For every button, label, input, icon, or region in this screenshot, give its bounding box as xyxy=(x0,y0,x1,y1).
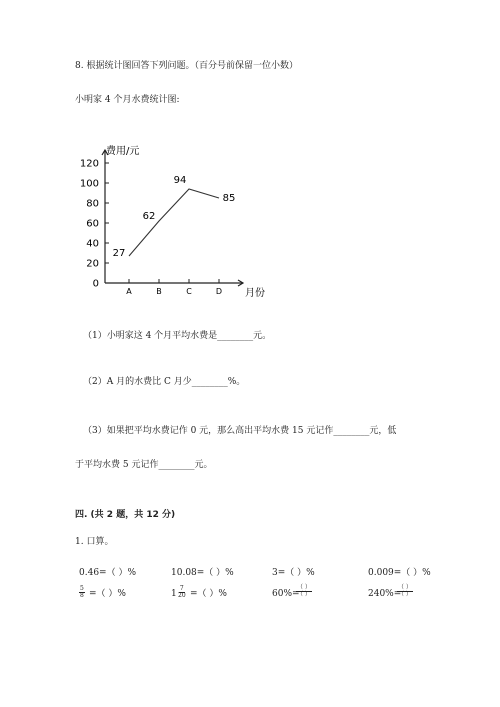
fraction-blank-numerator: （ ） xyxy=(297,584,311,591)
y-tick-label: 0 xyxy=(92,278,99,290)
x-tick-label: B xyxy=(156,287,162,296)
calc-10-08: 10.08=（ ）% xyxy=(171,568,234,578)
fraction-blank-denominator: （ ） xyxy=(297,591,311,598)
y-axis-label: 费用/元 xyxy=(106,146,140,157)
x-axis-label: 月份 xyxy=(245,288,265,299)
fraction-blank-numerator: （ ） xyxy=(398,584,412,591)
y-tick-label: 80 xyxy=(86,198,99,210)
y-tick-label: 60 xyxy=(86,218,99,230)
calc-5-8-answer: =（ ）% xyxy=(89,589,126,599)
series-line xyxy=(129,189,219,256)
fraction-denominator: 20 xyxy=(178,592,186,599)
fraction-denominator: 8 xyxy=(80,592,84,599)
x-tick-label: A xyxy=(126,287,132,296)
calc-0-46: 0.46=（ ）% xyxy=(79,568,136,578)
y-tick-label: 120 xyxy=(79,158,99,170)
fraction-numerator: 7 xyxy=(179,585,184,592)
water-fee-line-chart xyxy=(75,142,275,302)
data-label: 62 xyxy=(142,211,156,222)
calc-0-009: 0.009=（ ）% xyxy=(368,568,431,578)
mixed-number-whole: 1 xyxy=(171,589,177,599)
fraction-5-8 xyxy=(79,586,85,599)
y-tick-label: 100 xyxy=(79,178,99,190)
oral-calc-label: 1. 口算。 xyxy=(75,537,114,547)
data-label: 94 xyxy=(173,175,187,186)
fraction-blank-60 xyxy=(296,585,312,598)
section-4-heading: 四. (共 2 题，共 12 分) xyxy=(75,510,176,520)
sub-question-2: （2）A 月的水费比 C 月少________%。 xyxy=(83,377,246,387)
fraction-blank-denominator: （ ） xyxy=(398,591,412,598)
sub-question-1: （1）小明家这 4 个月平均水费是________元。 xyxy=(83,331,272,341)
y-tick-label: 20 xyxy=(86,258,99,270)
calc-3: 3=（ ）% xyxy=(272,568,315,578)
x-tick-label: D xyxy=(215,287,223,296)
fraction-blank-240 xyxy=(397,585,413,598)
data-label: 27 xyxy=(112,248,126,259)
calc-60-percent: 60%= xyxy=(272,589,300,599)
x-tick-label: C xyxy=(186,287,192,296)
fraction-numerator: 5 xyxy=(80,585,84,592)
sub-question-3-line1: （3）如果把平均水费记作 0 元，那么高出平均水费 15 元记作________元，低 xyxy=(83,426,397,436)
fraction-7-20 xyxy=(178,586,186,599)
sub-question-3-line2: 于平均水费 5 元记作________元。 xyxy=(75,460,213,470)
question-8-title: 8. 根据统计图回答下列问题。（百分号前保留一位小数） xyxy=(75,61,298,71)
data-label: 85 xyxy=(222,193,236,204)
y-tick-label: 40 xyxy=(86,238,99,250)
calc-240-percent: 240%= xyxy=(368,589,402,599)
calc-1-7-20-answer: =（ ）% xyxy=(190,589,227,599)
chart-caption: 小明家 4 个月水费统计图: xyxy=(75,95,180,105)
